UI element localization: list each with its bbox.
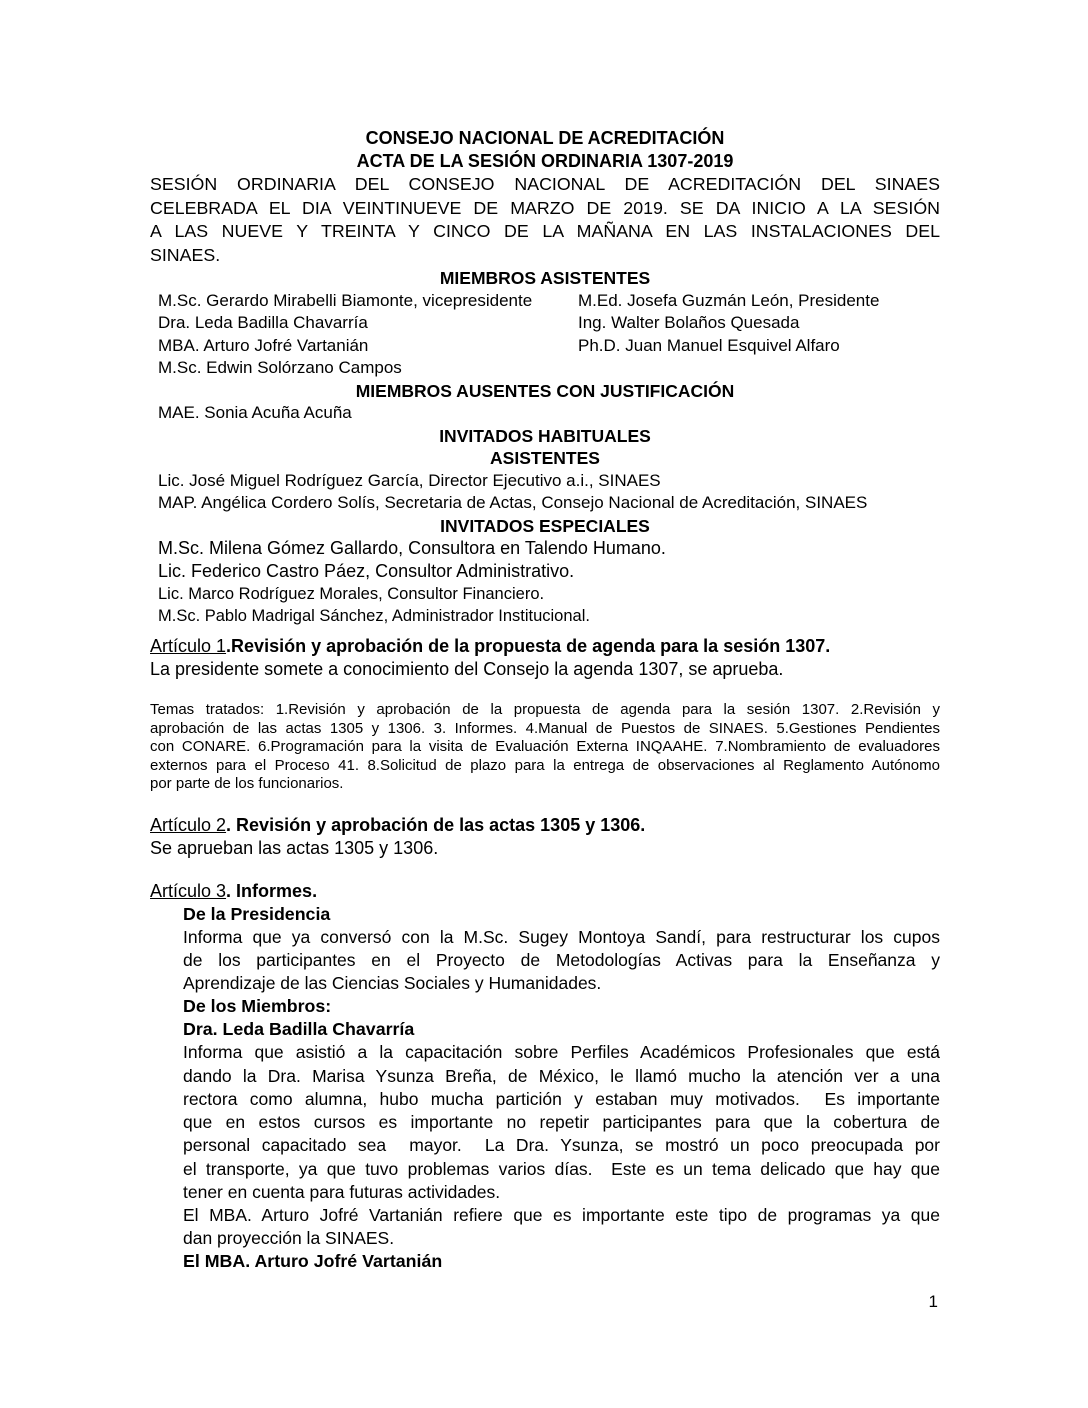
text-line: Lic. Federico Castro Páez, Consultor Administrativo. xyxy=(158,561,575,582)
text-line: con CONARE. 6.Programación para la visita de Evaluación Externa INQAAHE. 7.Nombramiento de evaluadores xyxy=(150,738,940,756)
text-line: CONSEJO NACIONAL DE ACREDITACIÓN xyxy=(365,128,725,148)
text-line: M.Sc. Milena Gómez Gallardo, Consultora en Talendo Humano. xyxy=(158,538,666,559)
text-line: MAP. Angélica Cordero Solís, Secretaria de Actas, Consejo Nacional de Acreditación, SINAES xyxy=(158,493,868,513)
article-1-body: La presidente somete a conocimiento del Consejo la agenda 1307, se aprueba. xyxy=(150,659,784,680)
text-line: Lic. José Miguel Rodríguez García, Director Ejecutivo a.i., SINAES xyxy=(158,470,661,490)
text-line: aprobación de las actas 1305 y 1306. 3. Informes. 4.Manual de Puestos de SINAES. 5.Gestiones Pendientes xyxy=(150,719,940,737)
text-line: externos para el Proceso 41. 8.Solicitud de plazo para la entrega de observaciones al Reglamento Autónomo xyxy=(150,756,940,774)
members-present-heading: MIEMBROS ASISTENTES xyxy=(439,268,651,289)
text-line: M.Sc. Edwin Solórzano Campos xyxy=(158,358,402,378)
text-line: ACTA DE LA SESIÓN ORDINARIA 1307-2019 xyxy=(356,151,734,171)
text-line: El MBA. Arturo Jofré Vartanián refiere que es importante este tipo de programas ya que xyxy=(183,1204,940,1225)
article-1-heading xyxy=(150,635,940,658)
presidency-report-heading: De la Presidencia xyxy=(183,903,331,924)
text-line: Dra. Leda Badilla Chavarría xyxy=(158,313,368,333)
badilla-report-paragraph xyxy=(183,1041,940,1203)
article-2-body: Se aprueban las actas 1305 y 1306. xyxy=(150,837,439,858)
text-line: Lic. Marco Rodríguez Morales, Consultor Financiero. xyxy=(158,585,545,604)
text-line: el transporte, ya que tuvo problemas varios días. Este es un tema delicado que hay que xyxy=(183,1158,940,1179)
text-line: M.Ed. Josefa Guzmán León, Presidente xyxy=(578,290,880,310)
topics-summary-paragraph xyxy=(150,701,940,794)
document-title xyxy=(150,127,940,173)
session-intro-paragraph xyxy=(150,173,940,267)
habitual-guests-list xyxy=(150,470,940,515)
presidency-report-paragraph xyxy=(183,926,940,996)
text-line: MAE. Sonia Acuña Acuña xyxy=(158,403,352,423)
text-line: Informa que asistió a la capacitación sobre Perfiles Académicos Profesionales que está xyxy=(183,1042,940,1063)
badilla-report-heading: Dra. Leda Badilla Chavarría xyxy=(183,1019,415,1040)
text-line: que en estos cursos es importante no repetir participantes para que la cobertura de xyxy=(183,1112,940,1133)
text-line: Aprendizaje de las Ciencias Sociales y Humanidades. xyxy=(183,973,602,994)
special-guests-list-large xyxy=(150,537,940,583)
habitual-guests-heading: INVITADOS HABITUALES xyxy=(439,425,651,446)
text-line: Ing. Walter Bolaños Quesada xyxy=(578,313,800,333)
text-line: personal capacitado sea mayor. La Dra. Ysunza, se mostró un poco preocupada por xyxy=(183,1135,940,1156)
article-1-label: Artículo 1 xyxy=(150,636,227,657)
text-line: A LAS NUEVE Y TREINTA Y CINCO DE LA MAÑANA EN LAS INSTALACIONES DEL xyxy=(150,221,940,242)
text-line: CELEBRADA EL DIA VEINTINUEVE DE MARZO DE 2019. SE DA INICIO A LA SESIÓN xyxy=(150,197,940,218)
article-3-heading xyxy=(150,880,940,903)
text-line: rectora como alumna, hubo mucha partición y estaban muy motivados. Es importante xyxy=(183,1088,940,1109)
text-line: M.Sc. Pablo Madrigal Sánchez, Administrador Institucional. xyxy=(158,607,590,626)
text-line: SINAES. xyxy=(150,244,221,265)
text-line: MBA. Arturo Jofré Vartanián xyxy=(158,335,369,355)
article-2-label: Artículo 2 xyxy=(150,814,227,835)
members-present-column-1 xyxy=(150,290,570,380)
article-3-label: Artículo 3 xyxy=(150,880,227,901)
text-line: por parte de los funcionarios. xyxy=(150,775,344,793)
special-guests-list-small xyxy=(150,583,940,627)
text-line: Temas tratados: 1.Revisión y aprobación de la propuesta de agenda para la sesión 1307. 2.Revisión y xyxy=(150,701,940,719)
article-1-title: .Revisión y aprobación de la propuesta de agenda para la sesión 1307. xyxy=(226,636,831,657)
members-present-column-2 xyxy=(570,290,940,380)
article-2-title: . Revisión y aprobación de las actas 1305 y 1306. xyxy=(226,814,646,835)
habitual-guests-subheading: ASISTENTES xyxy=(490,448,600,469)
text-line: Ph.D. Juan Manuel Esquivel Alfaro xyxy=(578,335,840,355)
text-line: Informa que ya conversó con la M.Sc. Sugey Montoya Sandí, para restructurar los cupos xyxy=(183,926,940,947)
vartanian-remark-paragraph xyxy=(183,1204,940,1250)
members-absent-list xyxy=(150,402,940,425)
article-3-content xyxy=(183,903,940,1273)
members-absent-heading: MIEMBROS AUSENTES CON JUSTIFICACIÓN xyxy=(355,380,735,401)
text-line: dan proyección la SINAES. xyxy=(183,1228,395,1249)
text-line: M.Sc. Gerardo Mirabelli Biamonte, vicepresidente xyxy=(158,290,533,310)
special-guests-heading: INVITADOS ESPECIALES xyxy=(440,515,650,536)
text-line: de los participantes en el Proyecto de Metodologías Activas para la Enseñanza y xyxy=(183,950,940,971)
members-present-list xyxy=(150,290,940,380)
text-line: SESIÓN ORDINARIA DEL CONSEJO NACIONAL DE ACREDITACIÓN DEL SINAES xyxy=(150,174,940,194)
vartanian-report-heading: El MBA. Arturo Jofré Vartanián xyxy=(183,1251,443,1272)
text-line: dando la Dra. Marisa Ysunza Breña, de México, le llamó mucho la atención ver a una xyxy=(183,1065,940,1086)
article-2-heading xyxy=(150,814,940,837)
article-3-title: . Informes. xyxy=(226,880,318,901)
text-line: tener en cuenta para futuras actividades. xyxy=(183,1181,501,1202)
page-number: 1 xyxy=(928,1292,938,1311)
members-report-heading: De los Miembros: xyxy=(183,996,332,1017)
